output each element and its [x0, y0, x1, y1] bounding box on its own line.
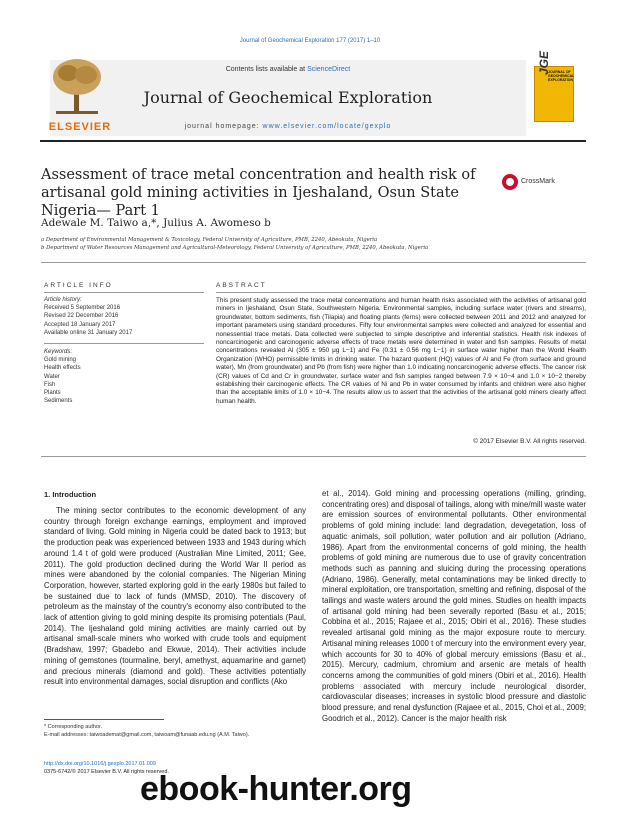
- author-list: Adewale M. Taiwo a,*, Julius A. Awomeso b: [41, 217, 271, 229]
- history-online: Available online 31 January 2017: [44, 329, 133, 336]
- cover-abbrev: JGE: [537, 50, 551, 75]
- article-title: Assessment of trace metal concentration and health risk of artisanal gold mining activities in Ijeshaland, Osun State Nigeria— Part 1: [41, 167, 476, 219]
- corresponding-author-note: * Corresponding author.: [44, 724, 103, 730]
- contents-line: [50, 66, 526, 73]
- body-column-left: [44, 506, 306, 688]
- journal-name: Journal of Geochemical Exploration: [143, 88, 433, 107]
- keyword-item: Sediments: [44, 398, 73, 405]
- homepage-link[interactable]: www.elsevier.com/locate/gexplo: [262, 123, 392, 130]
- elsevier-tree-icon: [50, 57, 104, 117]
- contents-prefix: Contents lists available at: [225, 66, 308, 73]
- doi-link[interactable]: http://dx.doi.org/10.1016/j.gexplo.2017.01.009: [44, 761, 156, 767]
- history-label: Article history:: [44, 297, 82, 303]
- abstract-heading: ABSTRACT: [216, 282, 267, 289]
- footnote-rule: [44, 719, 164, 720]
- affiliation-a: a Department of Environmental Management & Toxicology, Federal University of Agriculture, PMB, 2240, Abeokuta, Nigeria: [41, 237, 378, 243]
- watermark: ebook-hunter.org: [140, 770, 412, 808]
- abstract-text: This present study assessed the trace metal concentrations and human health risks associated with the activities of artisanal gold miners in Ijeshaland, Osun State, Southwestern Nigeria. Environmental samples, including surface water (rivers and streams), groundwater, bottom sediments, fish (Tilapia) and floating plants (ferns) were collected between 2011 and 2012 and analyzed for important parameters using standard procedures. Fifty four environmental samples were collected and analyzed for essential and nonessential trace metals. Data collected were subjected to simple descriptive and inferential statistics. Health risk indexes of noncarcinogenic and carcinogenic adverse effects of trace metals were determined in water and fish samples. Results of metal concentrations revealed Al (305 ± 950 μg L−1) and Fe (0.31 ± 0.56 mg L−1) in surface water higher than the World Health Organization (WHO) permissible limits in drinking water. The hazard quotient (HQ) values of Al and Fe (from surface and ground water), Mn (from groundwater) and Pb (from fish) were higher than 1.0 indicating noncarcinogenic adverse effects. The cancer risk (CR) values of Cd and Cr in groundwater, surface water and fish samples ranged between 7.9 × 10−4 and 1.0 × 10−2 thereby establishing their carcinogenic effects. The CR values of Ni and Pb in water consumed by infants and children were also higher than the acceptable limits of 1.0 × 10−4. The results allow us to assert that the activities of the artisanal gold miners clearly affect human health.: [216, 297, 586, 405]
- body-paragraph: The mining sector contributes to the economic development of any country through foreign exchange earnings, employment and improved standard of living. Gold mining in Nigeria could be dated back to 1913; but the production peak was experienced between 1933 and 1943 during which around 1.4 t of gold were produced (Australian Mine Limited, 2011; Gee, 2011). The gold production declined during the World War II period as mines were abandoned by the colonial companies. The Nigerian Mining Corporation, however, started exploring gold in the early 1980s but failed to be sustained due to lack of funds (MMSD, 2010). The discovery of petroleum as the mainstay of the country's economy also contributed to the lack of attention giving to gold mining despite its promising potentials (Paul, 2014). The Ijeshaland gold mining activities are mainly carried out by artisanal small-scale miners who worked with crude tools and equipment (Bradshaw, 1997; Gbadebo and Ekwue, 2014). Their activities include mining of gemstones (tourmaline, beryl, amethyst, aquamarine and garnet) and precious minerals (diamond and gold). These activities potentially result into environmental damages, social disruption and conflicts (Ako: [44, 506, 306, 687]
- elsevier-wordmark: ELSEVIER: [48, 121, 112, 133]
- journal-cover-thumbnail[interactable]: [534, 50, 575, 122]
- crossmark-icon: [502, 174, 518, 190]
- footnote: [44, 723, 306, 739]
- article-history: [44, 296, 132, 337]
- keywords-rule: [44, 343, 204, 344]
- header-divider: [40, 140, 586, 142]
- elsevier-logo[interactable]: [40, 55, 120, 135]
- issn-line: 0375-6742/© 2017 Elsevier B.V. All rights reserved.: [44, 769, 169, 775]
- affiliation-b: b Department of Water Resources Management and Agricultural-Meteorology, Federal University of Agriculture, PMB, 2240, Abeokuta, Nigeria: [41, 245, 429, 251]
- abstract-rule: [216, 292, 586, 293]
- history-accepted: Accepted 18 January 2017: [44, 321, 116, 328]
- article-info-heading: ARTICLE INFO: [44, 282, 113, 289]
- keyword-item: Gold mining: [44, 357, 77, 364]
- keyword-item: Plants: [44, 390, 61, 397]
- copyright-line: © 2017 Elsevier B.V. All rights reserved.: [473, 438, 586, 445]
- keywords-label: Keywords:: [44, 349, 73, 355]
- history-received: Received 5 September 2016: [44, 305, 121, 312]
- article-info-rule: [44, 292, 204, 293]
- keyword-item: Health effects: [44, 365, 81, 372]
- body-column-right: [322, 489, 586, 724]
- keywords: [44, 348, 81, 405]
- keyword-item: Water: [44, 373, 60, 380]
- section-heading: 1. Introduction: [44, 490, 97, 499]
- body-paragraph: et al., 2014). Gold mining and processing operations (milling, grinding, concentrating ores) and disposal of tailings, along with mine/mill waste water are emission sources of environmental pollutants. Other environmental problems of gold mining include: land degradation, devegetation, loss of aquatic animals, soil pollution, water pollution and air pollution (Adriano, 1986). Apart from the environmental concerns of gold mining, the health problems of gold mining are numerous due to use of gravity concentration methods such as panning and sluicing during the processing operations (Adriano, 1986). Generally, metal contaminations may be linked directly to mineral exploitation, ore transportation, smelting and refining, disposal of the tailings and waste waters around the gold mines. Studies on health impacts of artisanal gold mining had been severally reported (Basu et al., 2015; Cobbina et al., 2015; Rajaee et al., 2015; Obiri et al., 2016). These studies revealed artisanal gold mining as the major exposure route to mercury. Artisanal mining releases 1000 t of mercury into the environment every year, which accounts for 30 to 40% of global mercury emissions (Basu et al., 2015). Mercury, cadmium, chromium and arsenic are metals of health concerns among the communities of gold miners (Obiri et al., 2016). Health problems associated with mercury include neurological disorder, cardiovascular diseases; increases in systolic blood pressure and diastolic blood pressure, and renal dysfunction (Rajaee et al., 2015, Choi et al., 2009; Goodrich et al., 2012). Cancer is the major health risk: [322, 489, 586, 723]
- crossmark-label: CrossMark: [521, 178, 555, 185]
- crossmark-badge[interactable]: [502, 174, 572, 190]
- cover-title: JOURNAL OF GEOCHEMICAL EXPLORATION: [548, 70, 575, 82]
- body-divider: [41, 456, 586, 457]
- homepage-prefix: journal homepage:: [184, 123, 263, 130]
- journal-reference[interactable]: Journal of Geochemical Exploration 177 (2017) 1–10: [239, 38, 381, 44]
- journal-homepage: [50, 123, 526, 130]
- sciencedirect-link[interactable]: ScienceDirect: [307, 66, 351, 73]
- keyword-item: Fish: [44, 381, 56, 388]
- affiliation-divider: [41, 262, 586, 263]
- author-emails[interactable]: E-mail addresses: taiwoademat@gmail.com, taiwoam@funaab.edu.ng (A.M. Taiwo).: [44, 732, 250, 738]
- history-revised: Revised 22 December 2016: [44, 313, 119, 320]
